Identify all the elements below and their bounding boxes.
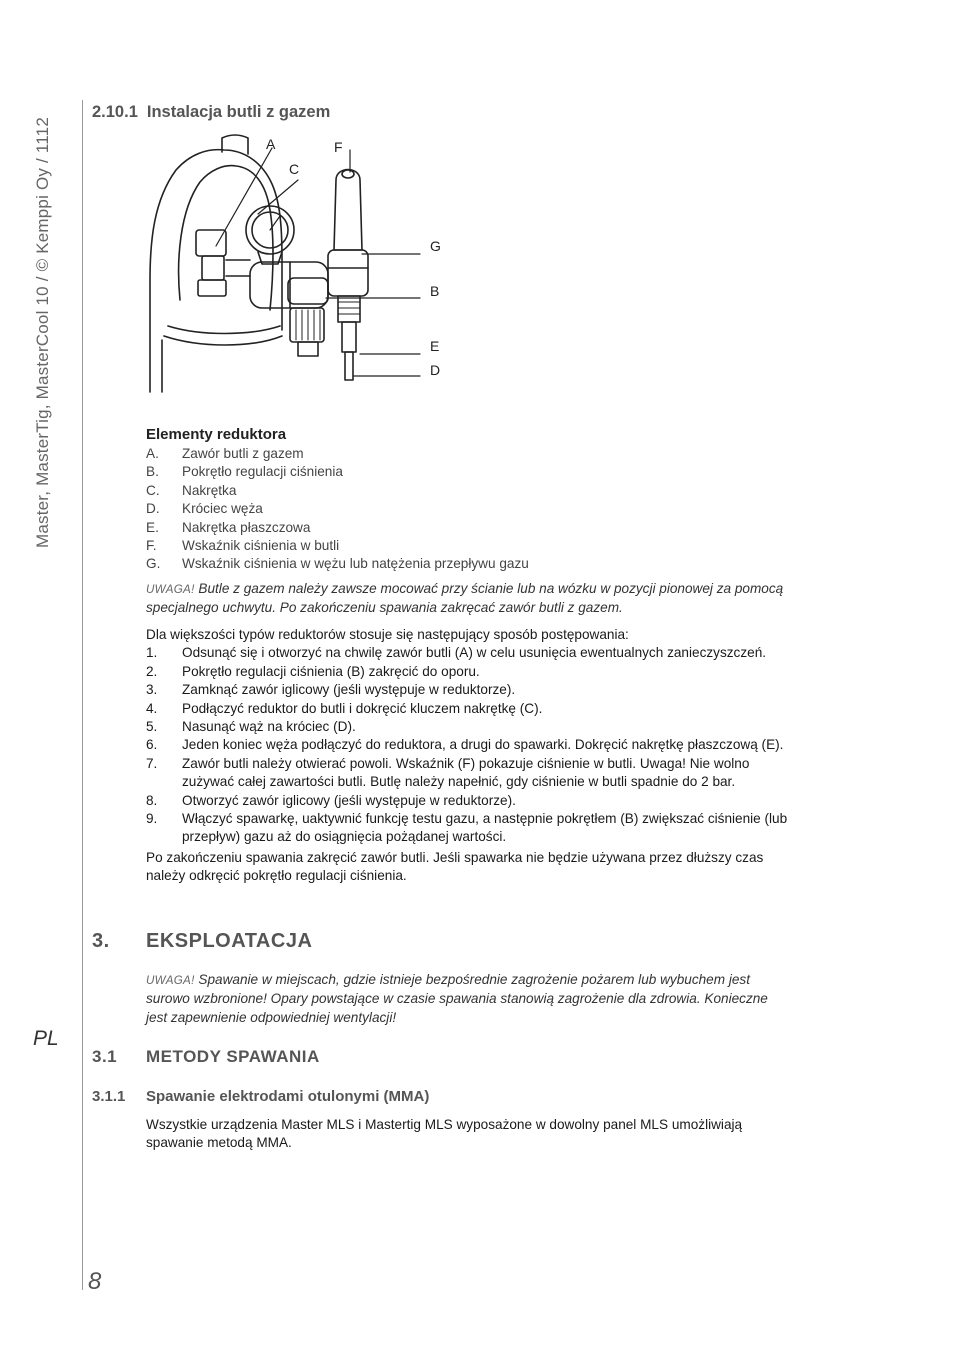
hose-nipple (342, 322, 356, 352)
section-heading-3-1-1: 3.1.1 Spawanie elektrodami otulonymi (MMA) (92, 1088, 430, 1105)
procedure-step: 1. Odsunąć się i otworzyć na chwilę zawór butli (A) w celu usunięcia ewentualnych zanieczyszczeń. (146, 645, 767, 661)
legend-item: A. Zawór butli z gazem (146, 446, 304, 461)
cylinder-valve (196, 230, 226, 256)
figure-label-d: D (430, 362, 441, 378)
mma-paragraph: Wszystkie urządzenia Master MLS i Mastertig MLS wyposażone w dowolny panel MLS umożliwiają spawanie metodą MMA. (146, 1117, 743, 1151)
figure-label-b: B (430, 283, 440, 299)
section-number: 2.10.1 (92, 103, 138, 121)
section-title: Instalacja butli z gazem (146, 103, 331, 121)
warning-cylinders (146, 580, 786, 618)
procedure-step: 4. Podłączyć reduktor do butli i dokręcić kluczem nakrętkę (C). (146, 700, 543, 716)
figure-label-g: G (430, 238, 441, 254)
procedure-step: 5. Nasunąć wąż na króciec (D). (146, 719, 356, 735)
procedure (146, 626, 796, 886)
legend-title: Elementy reduktora (146, 426, 287, 443)
figure-label-f: F (334, 139, 343, 155)
procedure-intro: Dla większości typów reduktorów stosuje się następujący sposób postępowania: (146, 627, 629, 642)
procedure-step: 8. Otworzyć zawór iglicowy (jeśli występuje w reduktorze). (146, 792, 516, 808)
legend-item: C. Nakrętka (146, 482, 237, 498)
warning-text: Butle z gazem należy zawsze mocować przy ścianie lub na wózku w pozycji pionowej za pomocą specjalnego uchwytu. Po zakończeniu spawania zakręcać zawór butli z gazem. (146, 581, 784, 616)
warning-fire (146, 971, 786, 1027)
legend-item: F. Wskaźnik ciśnienia w butli (146, 538, 340, 554)
warning-label: UWAGA! (146, 583, 195, 596)
figure-label-a: A (266, 136, 276, 152)
procedure-steps (146, 644, 796, 846)
running-title: Master, MasterTig, MasterCool 10 / © Kemppi Oy / 1112 (33, 117, 52, 548)
margin-rule (82, 100, 83, 1290)
section-heading-2-10-1 (92, 103, 330, 122)
flow-indicator (334, 170, 362, 251)
procedure-closing: Po zakończeniu spawania zakręcić zawór butli. Jeśli spawarka nie będzie używana przez dłuższy czas należy odkręcić pokrętło regulacji ciśnienia. (146, 849, 764, 884)
warning-text: Spawanie w miejscach, gdzie istnieje bezpośrednie zagrożenie pożarem lub wybuchem jest surowo wzbronione! Opary powstające w czasie spawania stanowią zagrożenie dla zdrowia. Konieczne jest zapewnienie odpowiedniej wentylacji! (146, 972, 768, 1025)
legend-item: G. Wskaźnik ciśnienia w wężu lub natężenia przepływu gazu (146, 556, 529, 572)
section-heading-3: 3. EKSPLOATACJA (92, 930, 313, 952)
figure-label-e: E (430, 338, 440, 354)
procedure-step: 3. Zamknąć zawór iglicowy (jeśli występuje w reduktorze). (146, 682, 516, 698)
procedure-step: 7. Zawór butli należy otwierać powoli. Wskaźnik (F) pokazuje ciśnienie w butli. Uwaga! Nie wolno zużywać całej zawartości butli. Butlę należy napełnić, gdy ciśnienie w butli spadnie do 2 bar. (146, 755, 750, 790)
procedure-step: 9. Włączyć spawarkę, uaktywnić funkcję testu gazu, a następnie pokrętłem (B) zwiększać ciśnienie (lub przepływ) gazu aż do osiągnięcia pożądanej wartości. (146, 811, 788, 845)
adjusting-knob (290, 308, 324, 342)
legend-item: E. Nakrętka płaszczowa (146, 519, 311, 535)
legend-item: B. Pokrętło regulacji ciśnienia (146, 464, 343, 480)
regulator-drawing (140, 130, 480, 400)
legend (146, 425, 786, 574)
page-number: 8 (88, 1268, 102, 1295)
legend-item: D. Króciec węża (146, 501, 263, 517)
language-code: PL (33, 1027, 59, 1050)
legend-list (146, 445, 786, 574)
procedure-step: 6. Jeden koniec węża podłączyć do reduktora, a drugi do spawarki. Dokręcić nakrętkę płaszczową (E). (146, 737, 784, 753)
regulator-figure (140, 130, 480, 400)
section-heading-3-1: 3.1 METODY SPAWANIA (92, 1047, 320, 1066)
hose-nut (338, 296, 360, 322)
procedure-step: 2. Pokrętło regulacji ciśnienia (B) zakręcić do oporu. (146, 663, 480, 679)
warning-label: UWAGA! (146, 974, 195, 987)
figure-label-c: C (289, 161, 300, 177)
